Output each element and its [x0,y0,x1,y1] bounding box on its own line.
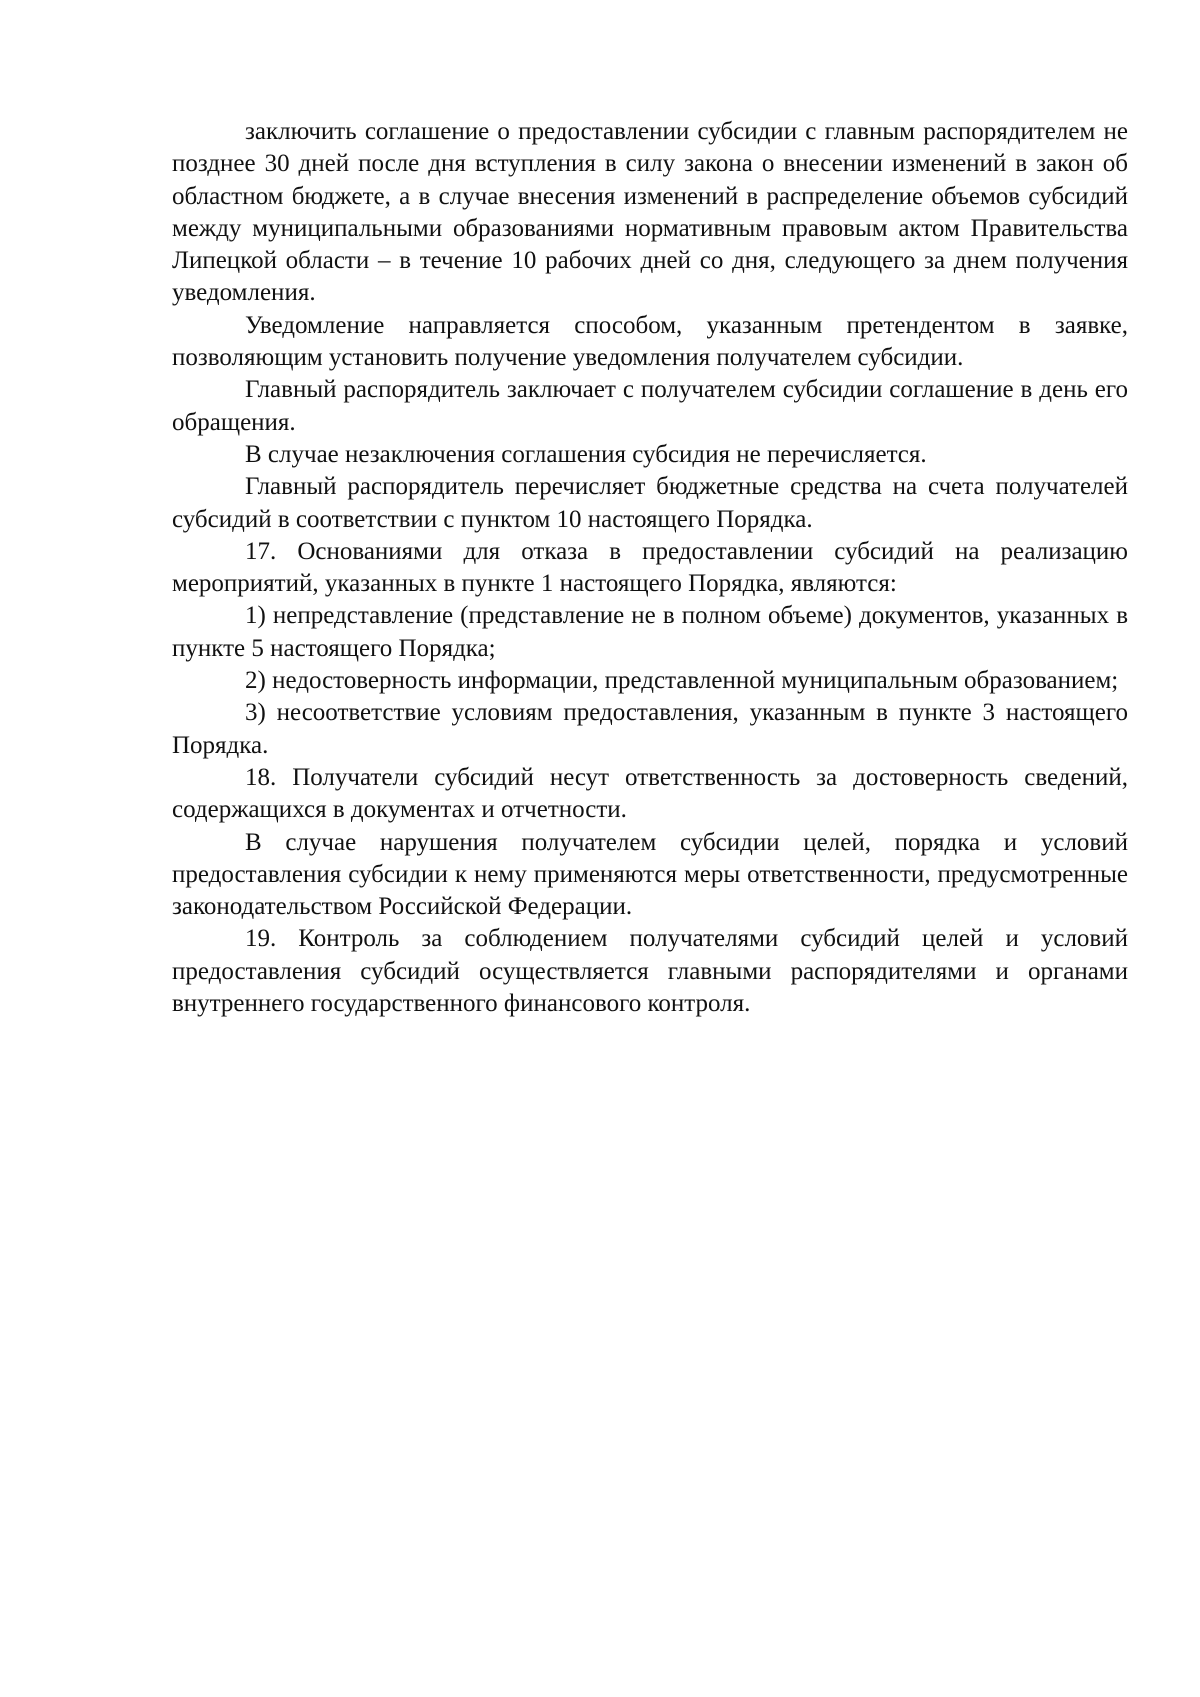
paragraph-funds-transfer: Главный распорядитель перечисляет бюджетные средства на счета получателей субсидий в соответствии с пунктом 10 настоящего Порядка. [172,473,1128,533]
paragraph-agreement-conclusion: Главный распорядитель заключает с получателем субсидии соглашение в день его обращения. [172,376,1128,436]
paragraph-no-agreement: В случае незаключения соглашения субсидия не перечисляется. [245,440,927,468]
document-body [172,116,1128,1020]
paragraph-violation-liability: В случае нарушения получателем субсидии целей, порядка и условий предоставления субсидии к нему применяются меры ответственности, предусмотренные законодательством Российской Федерации. [172,828,1128,921]
paragraph-item-17-2: 2) недостоверность информации, представленной муниципальным образованием; [245,667,1119,695]
paragraph-agreement-deadline: заключить соглашение о предоставлении субсидии с главным распорядителем не позднее 30 дней после дня вступления в силу закона о внесении изменений в закон об областном бюджете, а в случае внесения изменений в распределение объемов субсидий между муниципальными образованиями нормативным правовым актом Правительства Липецкой области – в течение 10 рабочих дней со дня, следующего за днем получения уведомления. [172,118,1128,307]
paragraph-item-19: 19. Контроль за соблюдением получателями субсидий целей и условий предоставления субсидий осуществляется главными распорядителями и органами внутреннего государственного финансового контроля. [172,925,1128,1018]
paragraph-item-17: 17. Основаниями для отказа в предоставлении субсидий на реализацию мероприятий, указанных в пункте 1 настоящего Порядка, являются: [172,537,1128,598]
paragraph-item-18: 18. Получатели субсидий несут ответственность за достоверность сведений, содержащихся в документах и отчетности. [172,763,1128,824]
paragraph-notification-method: Уведомление направляется способом, указанным претендентом в заявке, позволяющим установить получение уведомления получателем субсидии. [172,311,1128,372]
paragraph-item-17-3: 3) несоответствие условиям предоставления, указанным в пункте 3 настоящего Порядка. [172,699,1128,759]
paragraph-item-17-1: 1) непредставление (представление не в полном объеме) документов, указанных в пункте 5 настоящего Порядка; [172,602,1128,662]
